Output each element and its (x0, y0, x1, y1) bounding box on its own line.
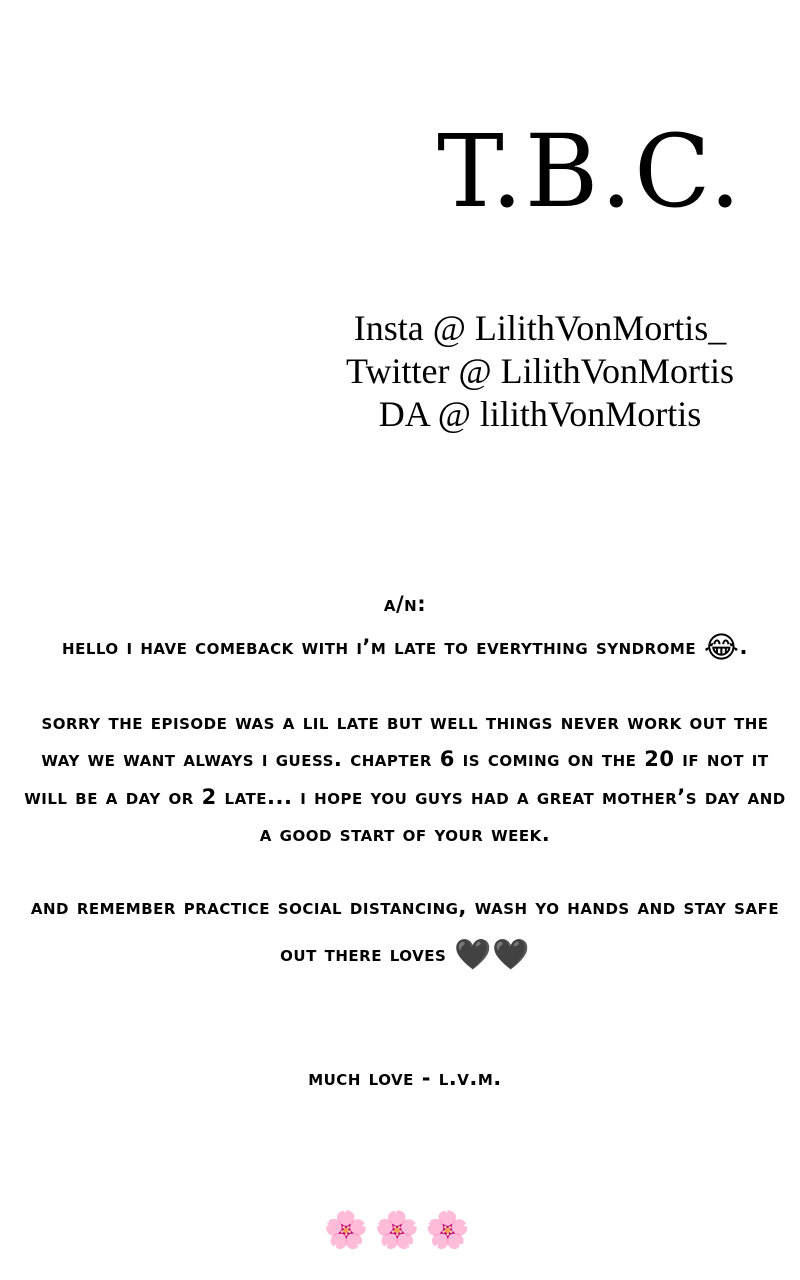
social-handles (290, 307, 790, 436)
author-note-heading: a/n: (383, 592, 427, 616)
paragraph-1-end: . (739, 635, 748, 659)
paragraph-3-text: and remember practice social distancing, wash yo hands and stay safe out there loves (30, 894, 780, 966)
cherry-blossom-emoji-icon: 🌸🌸🌸 (323, 1210, 477, 1250)
author-note (20, 590, 790, 1093)
paragraph-1-text: hello i have comeback with i’m late to everything syndrome (62, 635, 697, 659)
author-signoff: much love - l.v.m. (308, 1066, 502, 1090)
author-note-paragraph-2: sorry the episode was a lil late but well things never work out the way we want always i guess. chapter 6 is coming on the 20 if not it will be a day or 2 late... i hope you guys had a great mother’s day and a good start of your week. (24, 709, 786, 846)
author-note-paragraph-3 (20, 884, 790, 979)
twitter-handle: Twitter @ LilithVonMortis (346, 351, 734, 391)
author-note-paragraph-1 (20, 624, 790, 672)
laughing-tears-emoji-icon: 😂 (703, 630, 740, 666)
instagram-handle: Insta @ LilithVonMortis_ (353, 308, 727, 348)
page-title: T.B.C. (437, 113, 743, 230)
deviantart-handle: DA @ lilithVonMortis (378, 394, 702, 434)
black-hearts-emoji-icon: 🖤🖤 (454, 937, 530, 972)
